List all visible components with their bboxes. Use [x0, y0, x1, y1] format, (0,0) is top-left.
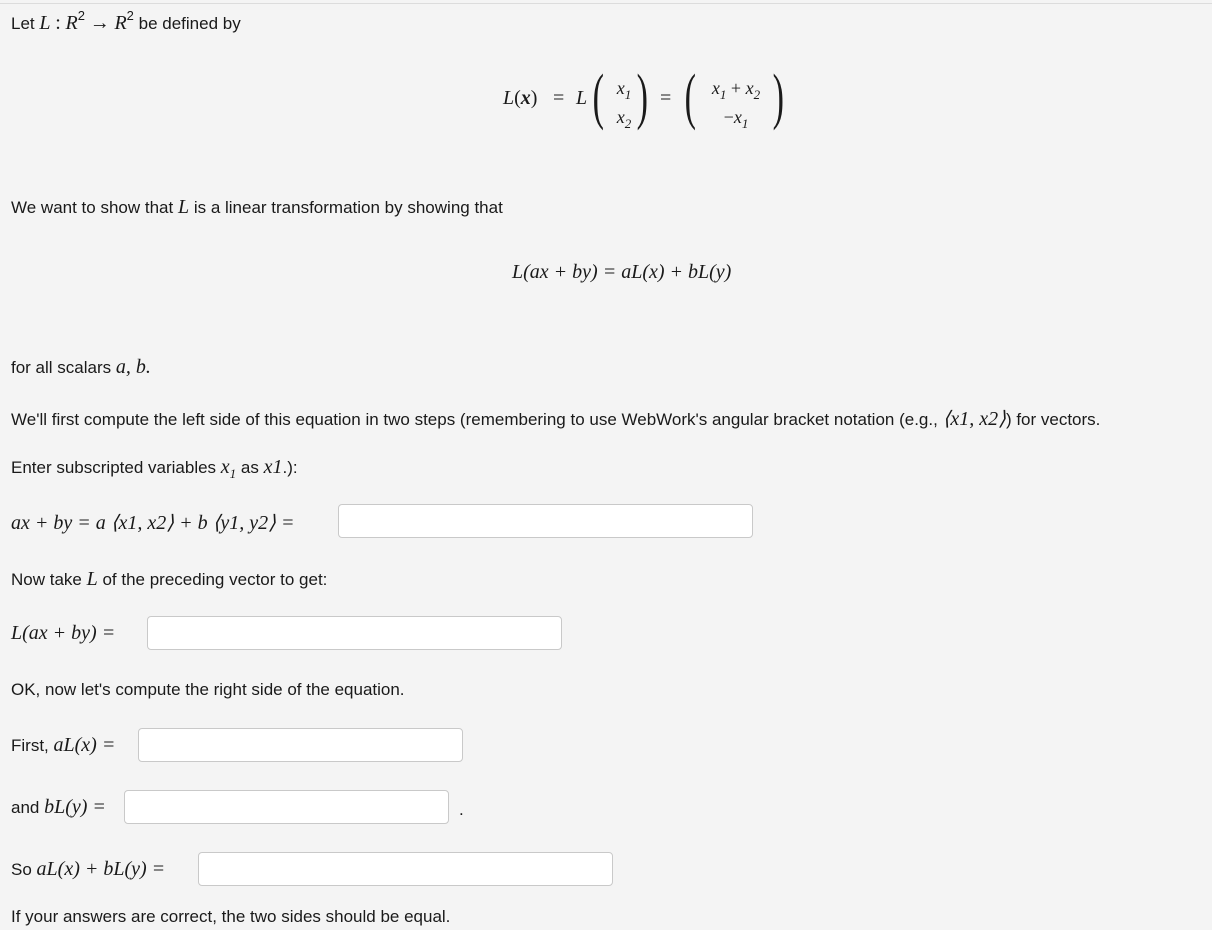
instruction-line2-prefix: Enter subscripted variables	[11, 458, 217, 477]
instruction-line-2	[11, 456, 298, 482]
instruction-text: We'll first compute the left side of this equation in two steps (remembering to use WebWork's angular bracket notation (e.g.,	[11, 410, 938, 429]
def-input-top: $x_1$	[616, 78, 632, 102]
def-output-bottom: $-x_1$	[723, 107, 749, 131]
goal-prefix: We want to show that	[11, 198, 174, 217]
intro-suffix: be defined by	[138, 14, 241, 33]
goal-letter: L	[177, 196, 190, 218]
goal-line	[11, 196, 503, 219]
step1-expression: ax + by = a ⟨x1, x2⟩ + b ⟨y1, y2⟩ =	[11, 512, 295, 534]
intro-arrow: →	[89, 12, 110, 34]
instruction-line2-end: .):	[282, 458, 298, 477]
step2-intro-prefix: Now take	[11, 570, 82, 589]
step2-intro	[11, 568, 327, 591]
step5-label: So	[11, 860, 32, 879]
intro-codomain-exp: 2	[126, 8, 134, 23]
intro-line	[11, 8, 241, 35]
def-input-bottom: $x_2$	[616, 107, 632, 131]
instruction-subscript-var: $x_1$	[220, 456, 237, 481]
step2-expression: L(ax + by) =	[11, 622, 116, 644]
goal-suffix: is a linear transformation by showing that	[193, 198, 503, 217]
step4-trailing-period: .	[459, 800, 464, 819]
intro-map-letter: L	[39, 12, 51, 34]
scalars-prefix: for all scalars	[11, 358, 112, 377]
conclusion-text: If your answers are correct, the two sides should be equal.	[11, 907, 451, 926]
intro-domain: R	[65, 12, 78, 34]
def-left-paren-2: (	[684, 63, 697, 131]
step5-expression: aL(x) + bL(y) =	[36, 858, 166, 880]
def-right-paren-1: )	[636, 63, 649, 131]
scalars-vars: a, b.	[115, 356, 151, 378]
step2-answer-input[interactable]	[147, 616, 562, 650]
top-divider	[0, 3, 1212, 4]
right-side-intro: OK, now let's compute the right side of the equation.	[11, 680, 405, 699]
intro-domain-exp: 2	[77, 8, 85, 23]
step4-label: and	[11, 798, 40, 817]
def-output-top: $x_1 + x_2$	[711, 78, 761, 102]
step2-intro-letter: L	[86, 568, 98, 590]
intro-colon: :	[55, 12, 61, 34]
step3-label-line	[11, 734, 115, 757]
instruction-line2-mid: as	[240, 458, 259, 477]
instruction-line-1	[11, 406, 1100, 431]
step5-label-line	[11, 858, 165, 881]
step3-answer-input[interactable]	[138, 728, 463, 762]
linearity-equation: L(ax + by) = aL(x) + bL(y)	[512, 261, 732, 283]
step3-label: First,	[11, 736, 49, 755]
step4-expression: bL(y) =	[44, 796, 106, 818]
def-lhs: L(x)	[503, 87, 538, 109]
instruction-bracket-example: ⟨x1, x2⟩	[942, 408, 1006, 430]
step3-expression: aL(x) =	[53, 734, 116, 756]
scalars-line	[11, 356, 151, 379]
step2-intro-suffix: of the preceding vector to get:	[102, 570, 328, 589]
def-left-paren-1: (	[592, 63, 605, 131]
step1-answer-input[interactable]	[338, 504, 753, 538]
step4-label-line	[11, 796, 106, 819]
def-equals-2: =	[660, 87, 672, 109]
instruction-end: ) for vectors.	[1005, 410, 1101, 429]
def-equals-1: =	[553, 87, 565, 109]
step4-answer-input[interactable]	[124, 790, 449, 824]
def-map-letter: L	[576, 87, 588, 109]
intro-prefix: Let	[11, 14, 35, 33]
instruction-line2-code: x1	[263, 456, 283, 478]
step5-answer-input[interactable]	[198, 852, 613, 886]
intro-codomain: R	[114, 12, 127, 34]
def-right-paren-2: )	[772, 63, 785, 131]
